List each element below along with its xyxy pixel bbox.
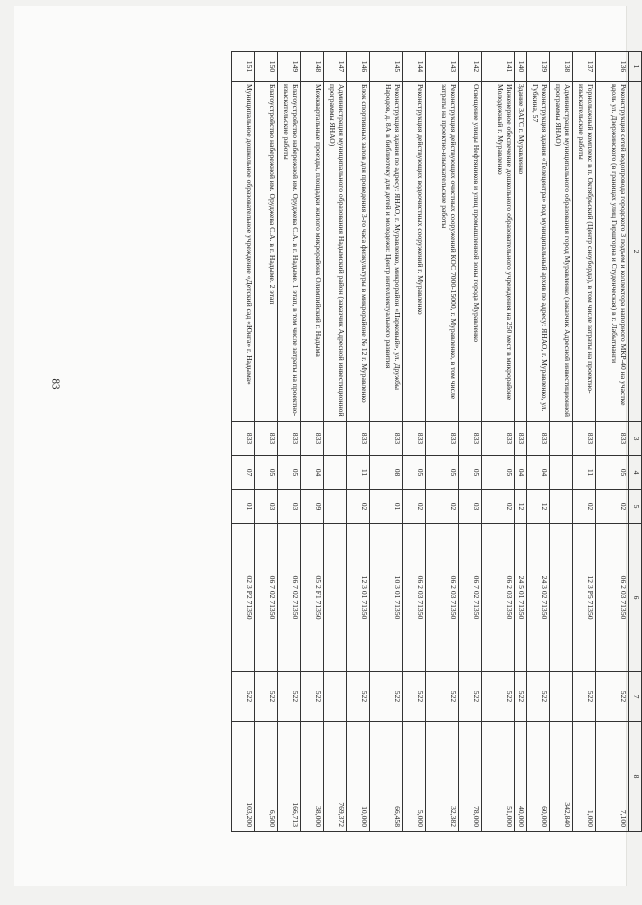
ministry-code-cell: 833: [527, 422, 550, 456]
expense-type-cell: 522: [596, 672, 629, 722]
section-code-cell: 05: [278, 456, 301, 490]
header-cell: 3: [629, 422, 642, 456]
target-article-cell: 10 3 01 71350: [370, 524, 403, 672]
table-row: [232, 52, 255, 832]
ministry-code-cell: 833: [347, 422, 370, 456]
ministry-code-cell: 833: [573, 422, 596, 456]
subsection-code-cell: 03: [278, 490, 301, 524]
table-row: [301, 52, 324, 832]
amount-cell: 1,000: [573, 722, 596, 832]
ministry-code-cell: 833: [515, 422, 527, 456]
row-number-cell: 150: [255, 52, 278, 82]
object-name-cell: Реконструкция здания «Телецентра» под муниципальный архив по адресу: ЯНАО, г. Муравленко, ул. Губкина, 57: [527, 82, 550, 422]
object-name-cell: Администрация муниципального образования Надымский район (заказчик Адресной инвестиционной программы ЯНАО): [324, 82, 347, 422]
section-code-cell: 04: [527, 456, 550, 490]
subsection-code-cell: 12: [527, 490, 550, 524]
amount-cell: 78,000: [459, 722, 482, 832]
table-row: [573, 52, 596, 832]
amount-cell: 51,000: [482, 722, 515, 832]
section-code-cell: 05: [596, 456, 629, 490]
subsection-code-cell: [550, 490, 573, 524]
expense-type-cell: 522: [370, 672, 403, 722]
row-number-cell: 142: [459, 52, 482, 82]
header-row: [629, 52, 642, 832]
object-name-cell: Освещение улицы Нефтяников и улиц промышленной зоны города Муравленко: [459, 82, 482, 422]
expense-type-cell: 522: [347, 672, 370, 722]
header-cell: 4: [629, 456, 642, 490]
table-row: [370, 52, 403, 832]
header-cell: 5: [629, 490, 642, 524]
object-name-cell: Межквартальные проезды, площадки жилого микрорайона Олимпийский г. Надыма: [301, 82, 324, 422]
ministry-code-cell: 833: [301, 422, 324, 456]
table-row: [403, 52, 426, 832]
rotated-table-frame: [107, 51, 642, 831]
section-code-cell: 11: [347, 456, 370, 490]
object-name-cell: Муниципальное дошкольное образовательное учреждение «Детский сад «Юнга» г. Надыма»: [232, 82, 255, 422]
expense-type-cell: 522: [459, 672, 482, 722]
target-article-cell: 06 2 03 71350: [482, 524, 515, 672]
table-row: [550, 52, 573, 832]
rotated-table-content: [107, 51, 642, 831]
object-name-cell: Блок спортивных залов для проведения 3-го часа физкультуры в микрорайоне № 12 г. Муравленко: [347, 82, 370, 422]
table-row: [278, 52, 301, 832]
subsection-code-cell: 01: [232, 490, 255, 524]
subsection-code-cell: 02: [573, 490, 596, 524]
section-code-cell: 07: [232, 456, 255, 490]
row-number-cell: 145: [370, 52, 403, 82]
section-code-cell: 05: [459, 456, 482, 490]
table-row: [426, 52, 459, 832]
amount-cell: 7,100: [596, 722, 629, 832]
target-article-cell: 06 2 03 71350: [596, 524, 629, 672]
amount-cell: 6,500: [255, 722, 278, 832]
amount-cell: 769,372: [324, 722, 347, 832]
ministry-code-cell: 833: [403, 422, 426, 456]
section-code-cell: [324, 456, 347, 490]
table-row: [515, 52, 527, 832]
table-row: [596, 52, 629, 832]
ministry-code-cell: 833: [255, 422, 278, 456]
expense-type-cell: 522: [573, 672, 596, 722]
amount-cell: 166,713: [278, 722, 301, 832]
amount-cell: 60,000: [527, 722, 550, 832]
section-code-cell: 05: [482, 456, 515, 490]
expense-type-cell: 522: [255, 672, 278, 722]
amount-cell: 10,000: [347, 722, 370, 832]
section-code-cell: 05: [426, 456, 459, 490]
amount-cell: 5,000: [403, 722, 426, 832]
expense-type-cell: 522: [482, 672, 515, 722]
subsection-code-cell: 02: [426, 490, 459, 524]
amount-cell: 38,000: [301, 722, 324, 832]
target-article-cell: 24 3 02 71350: [527, 524, 550, 672]
table-row: [347, 52, 370, 832]
row-number-cell: 149: [278, 52, 301, 82]
object-name-cell: Здание ЗАГС г. Муравленко: [515, 82, 527, 422]
row-number-cell: 144: [403, 52, 426, 82]
target-article-cell: 06 7 02 71350: [459, 524, 482, 672]
object-name-cell: Реконструкция действующих очистных сооружений КОС 7000-15000, г. Муравленко, в том числе затраты на проектно-изыскательские работы: [426, 82, 459, 422]
expense-type-cell: 522: [278, 672, 301, 722]
section-code-cell: 11: [573, 456, 596, 490]
row-number-cell: 140: [515, 52, 527, 82]
ministry-code-cell: 833: [426, 422, 459, 456]
ministry-code-cell: 833: [278, 422, 301, 456]
subsection-code-cell: 02: [347, 490, 370, 524]
object-name-cell: Реконструкция здания по адресу: ЯНАО, г. Муравленко, микрорайон «Парковый», ул. Дружбы Народов, д. 8А в библиотеку для детей и молодежи: Центр интеллектуального развития: [370, 82, 403, 422]
row-number-cell: 136: [596, 52, 629, 82]
target-article-cell: 12 3 P5 71350: [573, 524, 596, 672]
subsection-code-cell: 02: [403, 490, 426, 524]
page-number: 83: [49, 378, 62, 390]
amount-cell: 40,000: [515, 722, 527, 832]
row-number-cell: 139: [527, 52, 550, 82]
target-article-cell: [324, 524, 347, 672]
target-article-cell: 06 2 03 71350: [403, 524, 426, 672]
budget-table: [231, 51, 642, 832]
object-name-cell: Реконструкция действующих водоочистных сооружений г. Муравленко: [403, 82, 426, 422]
expense-type-cell: 522: [301, 672, 324, 722]
subsection-code-cell: 03: [459, 490, 482, 524]
header-cell: 6: [629, 524, 642, 672]
object-name-cell: Благоустройство набережной им. Оруджева С.А. в г. Надыме. 2 этап: [255, 82, 278, 422]
row-number-cell: 143: [426, 52, 459, 82]
subsection-code-cell: 12: [515, 490, 527, 524]
target-article-cell: [550, 524, 573, 672]
row-number-cell: 138: [550, 52, 573, 82]
ministry-code-cell: 833: [459, 422, 482, 456]
subsection-code-cell: 02: [482, 490, 515, 524]
target-article-cell: 06 2 03 71350: [426, 524, 459, 672]
row-number-cell: 141: [482, 52, 515, 82]
table-body: [232, 52, 629, 832]
table-row: [255, 52, 278, 832]
amount-cell: 342,840: [550, 722, 573, 832]
amount-cell: 32,382: [426, 722, 459, 832]
subsection-code-cell: 02: [596, 490, 629, 524]
section-code-cell: 05: [403, 456, 426, 490]
expense-type-cell: 522: [426, 672, 459, 722]
section-code-cell: 04: [301, 456, 324, 490]
expense-type-cell: [550, 672, 573, 722]
object-name-cell: Реконструкция сетей водопровода городского 3 подъем и коллектора напорного МКР-40 на участке вдоль ул. Дзержинского (в границах улиц Гиршгорна и Студенческая) в г. Лабытнанги: [596, 82, 629, 422]
table-row: [482, 52, 515, 832]
ministry-code-cell: 833: [370, 422, 403, 456]
object-name-cell: Инженерное обеспечение дошкольного образовательного учреждения на 250 мест в микрорайоне Молодежный г. Муравленко: [482, 82, 515, 422]
table-row: [324, 52, 347, 832]
row-number-cell: 151: [232, 52, 255, 82]
subsection-code-cell: [324, 490, 347, 524]
ministry-code-cell: 833: [596, 422, 629, 456]
target-article-cell: 24 5 01 71350: [515, 524, 527, 672]
ministry-code-cell: 833: [482, 422, 515, 456]
target-article-cell: 05 2 F1 71350: [301, 524, 324, 672]
section-code-cell: 04: [515, 456, 527, 490]
expense-type-cell: [324, 672, 347, 722]
expense-type-cell: 522: [232, 672, 255, 722]
row-number-cell: 137: [573, 52, 596, 82]
ministry-code-cell: 833: [232, 422, 255, 456]
expense-type-cell: 522: [515, 672, 527, 722]
section-code-cell: 05: [255, 456, 278, 490]
section-code-cell: [550, 456, 573, 490]
target-article-cell: 12 3 01 71350: [347, 524, 370, 672]
subsection-code-cell: 09: [301, 490, 324, 524]
ministry-code-cell: [324, 422, 347, 456]
amount-cell: 103,200: [232, 722, 255, 832]
expense-type-cell: 522: [527, 672, 550, 722]
object-name-cell: Благоустройство набережной им. Оруджева С.А. в г. Надыме. 1 этап, в том числе затраты на проектно-изыскательские работы: [278, 82, 301, 422]
expense-type-cell: 522: [403, 672, 426, 722]
row-number-cell: 146: [347, 52, 370, 82]
section-code-cell: 08: [370, 456, 403, 490]
row-number-cell: 147: [324, 52, 347, 82]
object-name-cell: Горнолыжный комплекс в п. Октябрьский (Центр сноуборда), в том числе затраты на проектно-изыскательские работы: [573, 82, 596, 422]
document-page: [14, 6, 641, 886]
target-article-cell: 06 7 02 71350: [278, 524, 301, 672]
table-row: [459, 52, 482, 832]
subsection-code-cell: 03: [255, 490, 278, 524]
header-cell: 1: [629, 52, 642, 82]
row-number-cell: 148: [301, 52, 324, 82]
object-name-cell: Администрация муниципального образования город Муравленко (заказчик Адресной инвестиционной программы ЯНАО): [550, 82, 573, 422]
header-cell: 2: [629, 82, 642, 422]
target-article-cell: 02 3 P2 71350: [232, 524, 255, 672]
table-row: [527, 52, 550, 832]
amount-cell: 66,458: [370, 722, 403, 832]
ministry-code-cell: [550, 422, 573, 456]
target-article-cell: 06 7 02 71350: [255, 524, 278, 672]
header-cell: 8: [629, 722, 642, 832]
header-cell: 7: [629, 672, 642, 722]
subsection-code-cell: 01: [370, 490, 403, 524]
